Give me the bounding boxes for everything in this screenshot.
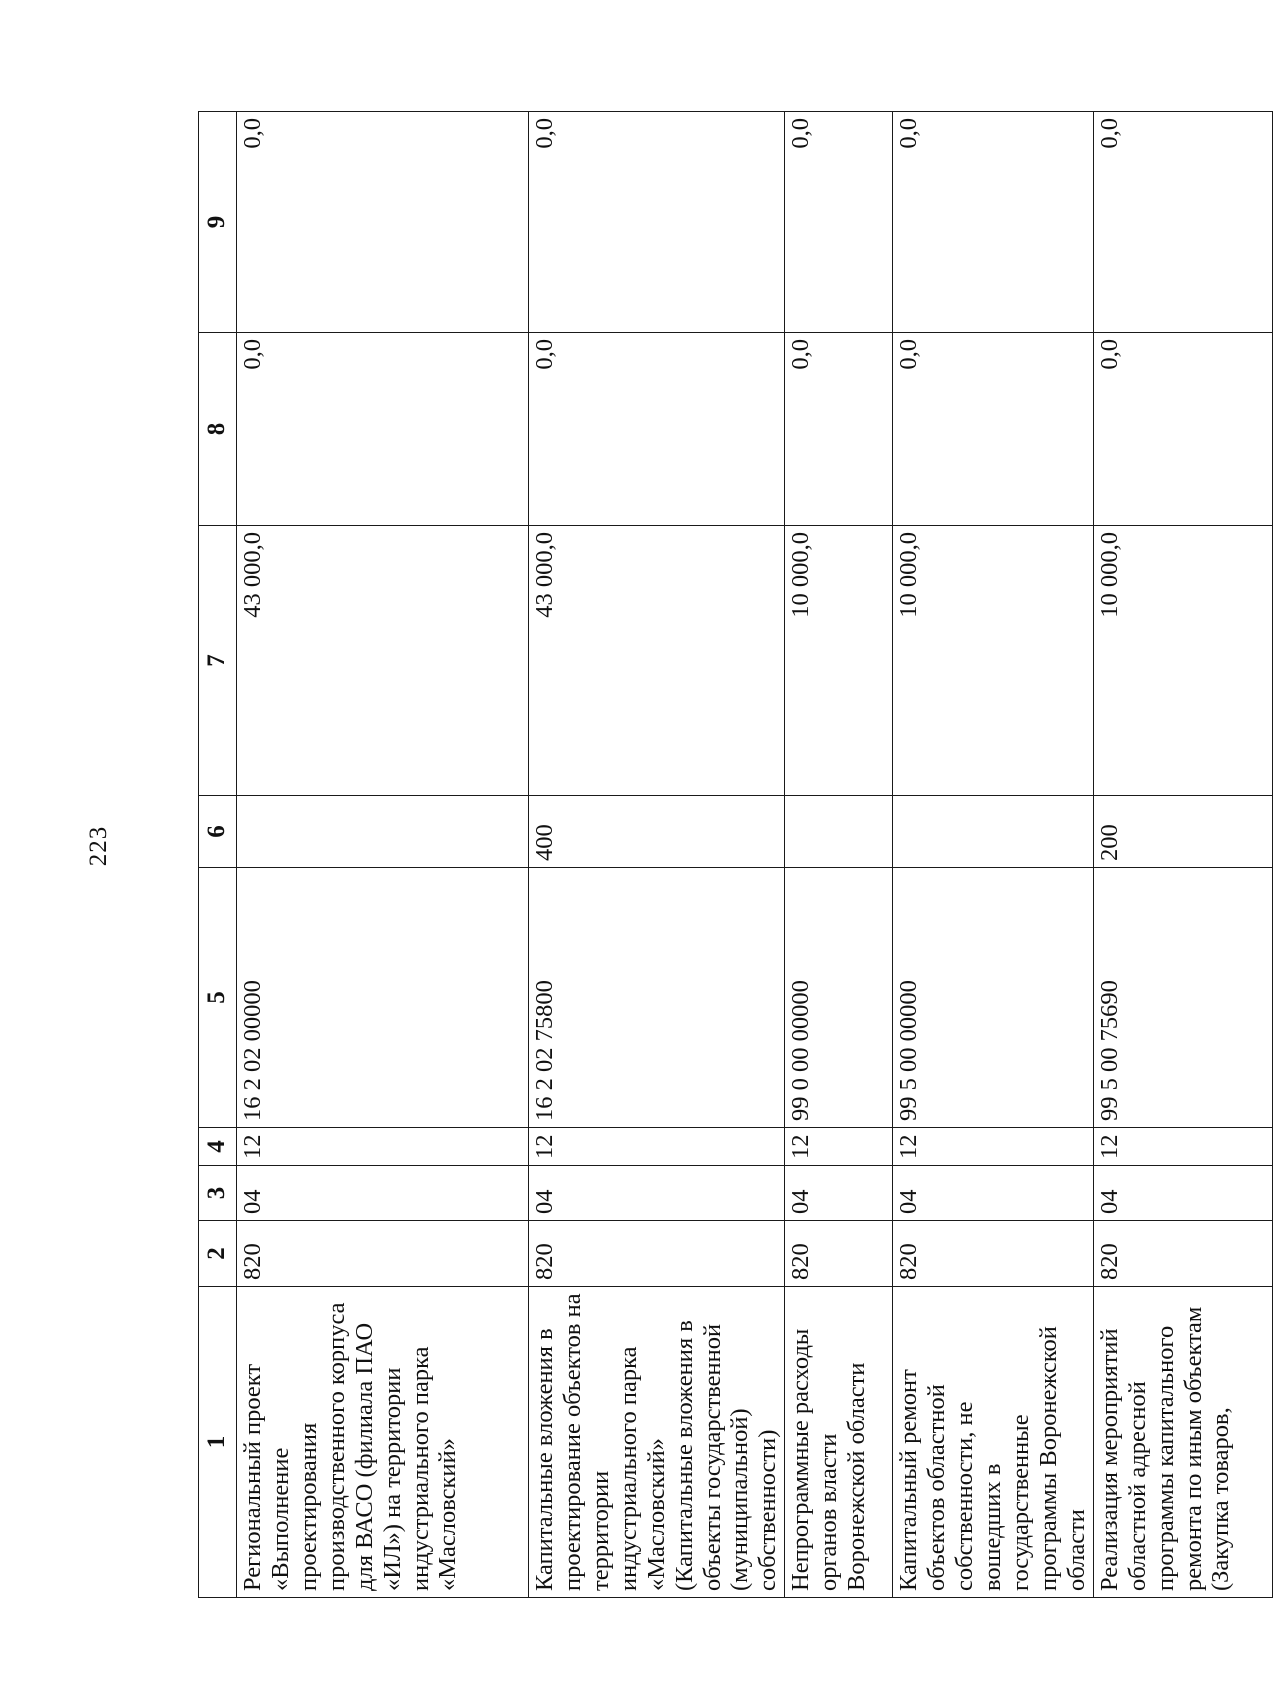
row-name: Непрограммные расходы органов власти Воронежской области <box>785 1287 893 1598</box>
row-target-article: 99 5 00 75690 <box>1093 868 1272 1128</box>
row-amount-col8: 0,0 <box>893 333 1093 526</box>
row-section-code: 04 <box>237 1166 529 1221</box>
row-amount-col9: 0,0 <box>1093 112 1272 333</box>
row-amount-col9: 0,0 <box>785 112 893 333</box>
row-amount-col7: 10 000,0 <box>893 526 1093 796</box>
row-expense-type <box>785 796 893 868</box>
row-amount-col9: 0,0 <box>893 112 1093 333</box>
row-subsection-code: 12 <box>893 1128 1093 1166</box>
header-col-9: 9 <box>199 112 237 333</box>
row-target-article: 99 5 00 00000 <box>893 868 1093 1128</box>
header-col-3: 3 <box>199 1166 237 1221</box>
row-subsection-code: 12 <box>785 1128 893 1166</box>
row-amount-col8: 0,0 <box>1093 333 1272 526</box>
header-col-8: 8 <box>199 333 237 526</box>
row-subsection-code: 12 <box>529 1128 785 1166</box>
row-name: Реализация мероприятий областной адресной программы капитального ремонта по иным объектам (Закупка товаров, <box>1093 1287 1272 1598</box>
row-expense-type <box>893 796 1093 868</box>
row-target-article: 99 0 00 00000 <box>785 868 893 1128</box>
row-amount-col9: 0,0 <box>237 112 529 333</box>
row-amount-col7: 43 000,0 <box>237 526 529 796</box>
row-target-article: 16 2 02 75800 <box>529 868 785 1128</box>
row-section-code: 04 <box>1093 1166 1272 1221</box>
table-header-row <box>199 112 237 1598</box>
table-row <box>785 112 893 1598</box>
table-row <box>1093 112 1272 1598</box>
row-target-article: 16 2 02 00000 <box>237 868 529 1128</box>
budget-table-container <box>198 112 1246 1598</box>
row-amount-col7: 43 000,0 <box>529 526 785 796</box>
row-name: Региональный проект «Выполнение проектирования производственного корпуса для ВАСО (филиала ПАО «ИЛ») на территории индустриального парка «Масловский» <box>237 1287 529 1598</box>
row-ministry-code: 820 <box>1093 1221 1272 1287</box>
header-col-2: 2 <box>199 1221 237 1287</box>
row-amount-col7: 10 000,0 <box>1093 526 1272 796</box>
table-row <box>237 112 529 1598</box>
row-name: Капитальный ремонт объектов областной собственности, не вошедших в государственные программы Воронежской области <box>893 1287 1093 1598</box>
header-col-6: 6 <box>199 796 237 868</box>
row-amount-col7: 10 000,0 <box>785 526 893 796</box>
row-name: Капитальные вложения в проектирование объектов на территории индустриального парка «Масловский» (Капитальные вложения в объекты государственной (муниципальной) собственности) <box>529 1287 785 1598</box>
header-col-7: 7 <box>199 526 237 796</box>
row-ministry-code: 820 <box>893 1221 1093 1287</box>
rotated-table-frame <box>198 112 1246 1598</box>
header-col-5: 5 <box>199 868 237 1128</box>
table-row <box>529 112 785 1598</box>
header-col-4: 4 <box>199 1128 237 1166</box>
row-expense-type <box>237 796 529 868</box>
table-row <box>893 112 1093 1598</box>
budget-table <box>198 111 1273 1598</box>
row-ministry-code: 820 <box>529 1221 785 1287</box>
row-expense-type: 200 <box>1093 796 1272 868</box>
row-amount-col9: 0,0 <box>529 112 785 333</box>
row-amount-col8: 0,0 <box>529 333 785 526</box>
row-subsection-code: 12 <box>237 1128 529 1166</box>
row-amount-col8: 0,0 <box>237 333 529 526</box>
row-section-code: 04 <box>785 1166 893 1221</box>
row-section-code: 04 <box>893 1166 1093 1221</box>
page-number: 223 <box>85 825 112 867</box>
row-ministry-code: 820 <box>785 1221 893 1287</box>
header-col-1: 1 <box>199 1287 237 1598</box>
row-expense-type: 400 <box>529 796 785 868</box>
row-subsection-code: 12 <box>1093 1128 1272 1166</box>
row-section-code: 04 <box>529 1166 785 1221</box>
row-amount-col8: 0,0 <box>785 333 893 526</box>
row-ministry-code: 820 <box>237 1221 529 1287</box>
